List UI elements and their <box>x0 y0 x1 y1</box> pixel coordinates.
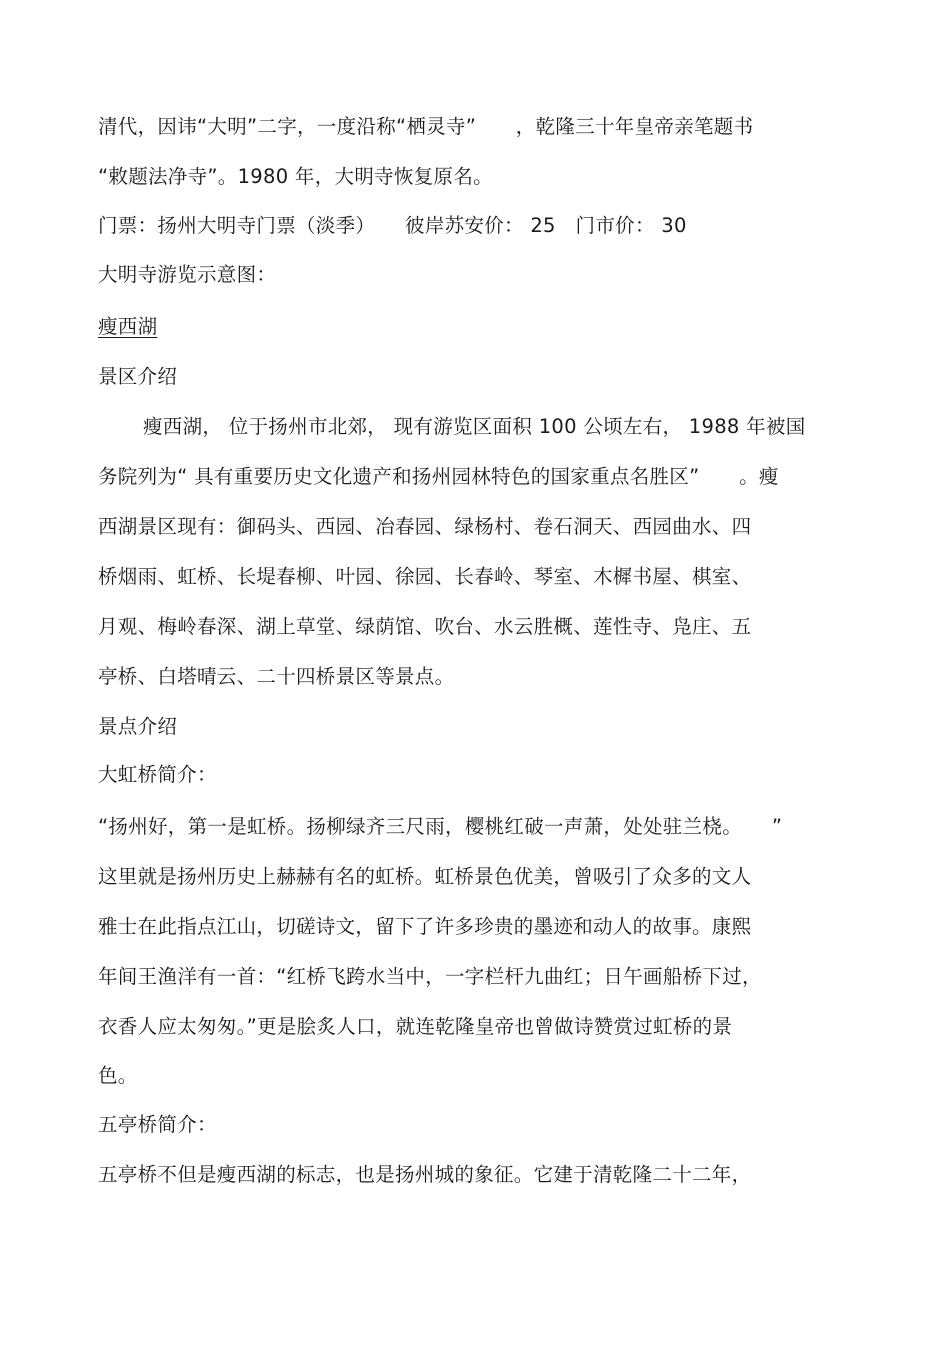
text-line: 衣香人应太匆匆。”更是脍炙人口，就连乾隆皇帝也曾做诗赞赏过虹桥的景 <box>98 1015 733 1038</box>
text-line: 瘦西湖， 位于扬州市北郊， 现有游览区面积 100 公顷左右， 1988 年被国 <box>143 415 806 438</box>
text-line: 西湖景区现有：御码头、西园、冶春园、绿杨村、卷石洞天、西园曲水、四 <box>98 515 752 538</box>
subsection-heading: 大虹桥简介： <box>98 763 217 786</box>
text-line: 五亭桥不但是瘦西湖的标志，也是扬州城的象征。它建于清乾隆二十二年， <box>98 1163 752 1186</box>
text-line: 雅士在此指点江山，切磋诗文，留下了许多珍贵的墨迹和动人的故事。康熙 <box>98 915 752 938</box>
text-line: 这里就是扬州历史上赫赫有名的虹桥。虹桥景色优美，曾吸引了众多的文人 <box>98 865 752 888</box>
text-line: 务院列为“ 具有重要历史文化遗产和扬州园林特色的国家重点名胜区” 。瘦 <box>98 465 779 488</box>
text-line: “扬州好，第一是虹桥。扬柳绿齐三尺雨，樱桃红破一声萧，处处驻兰桡。 ” <box>98 815 783 838</box>
text-line: 年间王渔洋有一首：“红桥飞跨水当中，一字栏杆九曲红；日午画船桥下过， <box>98 965 762 988</box>
text-line: 桥烟雨、虹桥、长堤春柳、叶园、徐园、长春岭、琴室、木樨书屋、棋室、 <box>98 565 752 588</box>
text-line: 月观、梅岭春深、湖上草堂、绿荫馆、吹台、水云胜概、莲性寺、凫庄、五 <box>98 615 752 638</box>
text-line: 色。 <box>98 1064 138 1087</box>
text-line: 亭桥、白塔晴云、二十四桥景区等景点。 <box>98 665 455 688</box>
section-title-shouxihu[interactable]: 瘦西湖 <box>98 315 158 338</box>
map-caption: 大明寺游览示意图： <box>98 263 277 286</box>
subsection-heading: 五亭桥简介： <box>98 1113 217 1136</box>
subsection-heading: 景区介绍 <box>98 365 178 388</box>
text-line: “敕题法净寺”。1980 年，大明寺恢复原名。 <box>98 165 493 188</box>
text-line: 清代，因讳“大明”二字，一度沿称“栖灵寺” ，乾隆三十年皇帝亲笔题书 <box>98 115 754 138</box>
ticket-line: 门票：扬州大明寺门票（淡季） 彼岸苏安价： 25 门市价： 30 <box>98 214 687 237</box>
subsection-heading: 景点介绍 <box>98 715 178 738</box>
